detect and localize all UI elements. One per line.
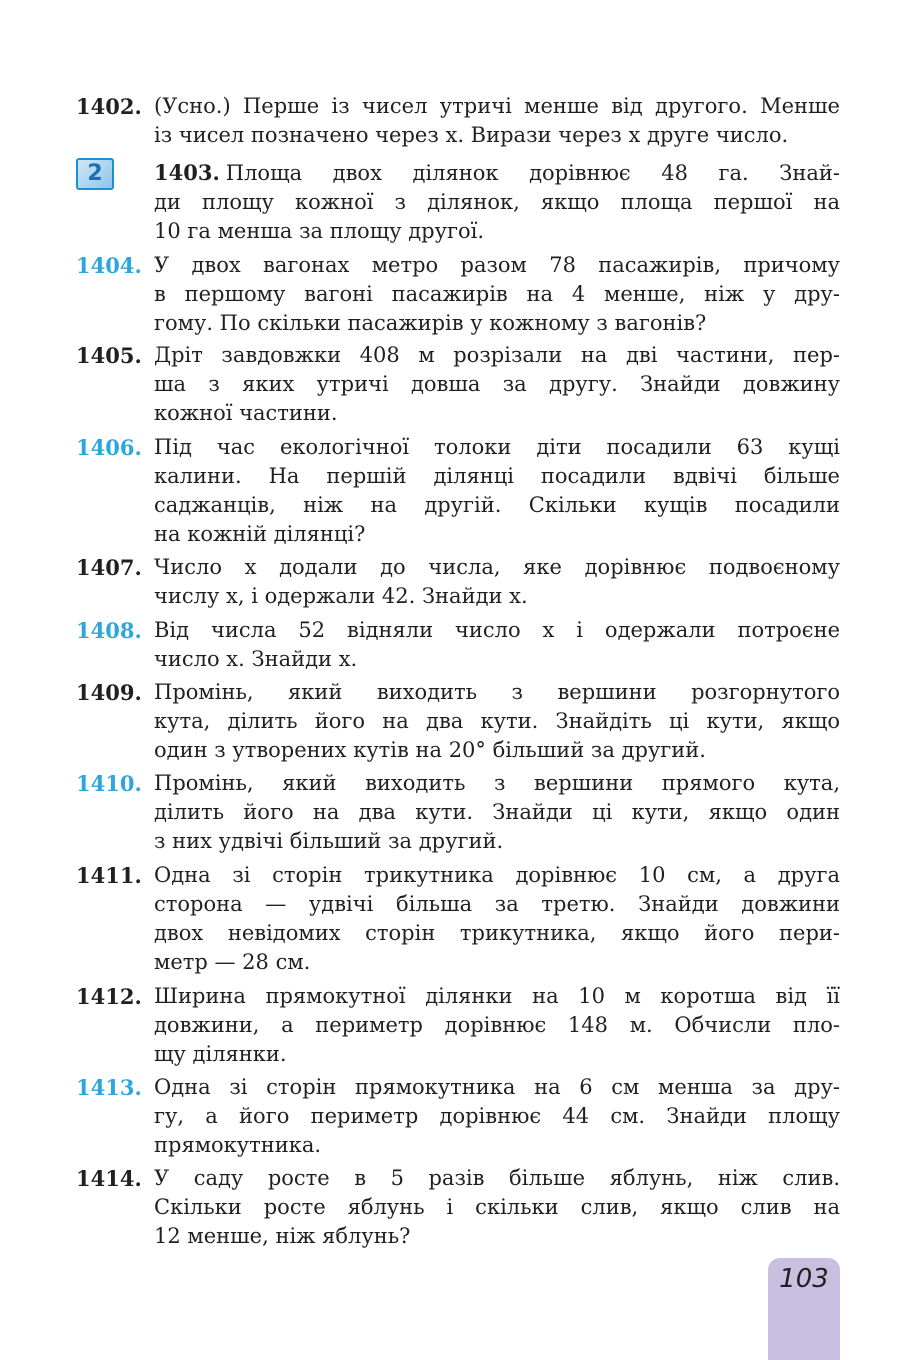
problem-line: саджанців, ніж на другій. Скільки кущів посадили	[154, 493, 840, 517]
problem-line: з них удвічі більший за другий.	[154, 829, 504, 853]
problem-line: прямокутника.	[154, 1133, 322, 1157]
problem-number: 1414.	[76, 1166, 142, 1191]
problem-line: довжини, а периметр дорівнює 148 м. Обчисли пло-	[154, 1013, 840, 1037]
difficulty-level-badge: 2	[76, 158, 114, 190]
problem-number: 1410.	[76, 771, 142, 796]
problem-number: 1405.	[76, 343, 142, 368]
problem-line: У двох вагонах метро разом 78 пасажирів, причому	[154, 253, 840, 277]
problem-line: У саду росте в 5 разів більше яблунь, ніж слив.	[154, 1166, 840, 1190]
problem-1404	[76, 251, 840, 338]
problem-line: числу x, і одержали 42. Знайди x.	[154, 584, 528, 608]
problem-line: Промінь, який виходить з вершини прямого кута,	[154, 771, 840, 795]
problem-line: ди площу кожної з ділянок, якщо площа першої на	[154, 190, 840, 214]
problem-number: 1408.	[76, 618, 142, 643]
problem-number: 1413.	[76, 1075, 142, 1100]
problem-number: 1403.	[154, 160, 220, 185]
problem-1411	[76, 861, 840, 977]
problem-text	[154, 982, 840, 1069]
problem-text	[154, 158, 840, 246]
problem-1407	[76, 553, 840, 611]
problem-number: 1409.	[76, 680, 142, 705]
problem-line: Число x додали до числа, яке дорівнює подвоєному	[154, 555, 840, 579]
problem-text	[154, 553, 840, 611]
problem-line: із чисел позначено через x. Вирази через x друге число.	[154, 123, 789, 147]
problem-1412	[76, 982, 840, 1069]
problem-line: щу ділянки.	[154, 1042, 287, 1066]
problem-line: Одна зі сторін трикутника дорівнює 10 см, а друга	[154, 863, 840, 887]
problem-1413	[76, 1073, 840, 1160]
problem-number: 1412.	[76, 984, 142, 1009]
problem-line: гому. По скільки пасажирів у кожному з вагонів?	[154, 311, 707, 335]
problem-1409	[76, 678, 840, 765]
problem-1402	[76, 92, 840, 150]
problem-1403	[76, 158, 840, 246]
problem-line: кожної частини.	[154, 401, 338, 425]
problem-1414	[76, 1164, 840, 1251]
problem-line: ділить його на два кути. Знайди ці кути, якщо один	[154, 800, 840, 824]
problem-line: Скільки росте яблунь і скільки слив, якщо слив на	[154, 1195, 840, 1219]
problem-text	[154, 861, 840, 977]
problem-line: калини. На першій ділянці посадили вдвічі більше	[154, 464, 840, 488]
problem-line	[154, 158, 840, 188]
problem-text	[154, 92, 840, 150]
problem-1406	[76, 433, 840, 549]
problem-line: Від числа 52 відняли число x і одержали потроєне	[154, 618, 840, 642]
problem-line: Дріт завдовжки 408 м розрізали на дві частини, пер-	[154, 343, 840, 367]
problem-line: в першому вагоні пасажирів на 4 менше, ніж у дру-	[154, 282, 840, 306]
problem-text	[154, 616, 840, 674]
problem-number: 1402.	[76, 94, 142, 119]
problem-line: сторона — удвічі більша за третю. Знайди довжини	[154, 892, 840, 916]
problem-line-text: Площа двох ділянок дорівнює 48 га. Знай-	[225, 161, 840, 185]
problem-number: 1404.	[76, 253, 142, 278]
problem-number: 1407.	[76, 555, 142, 580]
problem-text	[154, 433, 840, 549]
problem-line: Під час екологічної толоки діти посадили 63 кущі	[154, 435, 840, 459]
problem-number: 1411.	[76, 863, 142, 888]
problem-text	[154, 251, 840, 338]
problem-line: 12 менше, ніж яблунь?	[154, 1224, 411, 1248]
problem-1408	[76, 616, 840, 674]
problem-1405	[76, 341, 840, 428]
problem-line: Промінь, який виходить з вершини розгорнутого	[154, 680, 840, 704]
problem-line: Ширина прямокутної ділянки на 10 м коротша від її	[154, 984, 840, 1008]
problem-line: гу, а його периметр дорівнює 44 см. Знайди площу	[154, 1104, 840, 1128]
problem-text	[154, 341, 840, 428]
problem-line: один з утворених кутів на 20° більший за другий.	[154, 738, 706, 762]
problem-number: 1406.	[76, 435, 142, 460]
problem-line: (Усно.) Перше із чисел утричі менше від другого. Менше	[154, 94, 840, 118]
problem-line: кута, ділить його на два кути. Знайдіть ці кути, якщо	[154, 709, 840, 733]
problem-line: на кожній ділянці?	[154, 522, 366, 546]
problem-line: число x. Знайди x.	[154, 647, 358, 671]
problem-text	[154, 1073, 840, 1160]
problem-line: 10 га менша за площу другої.	[154, 219, 485, 243]
problem-1410	[76, 769, 840, 856]
problem-text	[154, 769, 840, 856]
page-number: 103	[779, 1264, 829, 1294]
problem-text	[154, 678, 840, 765]
problem-line: ша з яких утричі довша за другу. Знайди довжину	[154, 372, 840, 396]
problem-text	[154, 1164, 840, 1251]
problem-line: метр — 28 см.	[154, 950, 311, 974]
problem-line: Одна зі сторін прямокутника на 6 см менша за дру-	[154, 1075, 840, 1099]
problem-line: двох невідомих сторін трикутника, якщо його пери-	[154, 921, 840, 945]
